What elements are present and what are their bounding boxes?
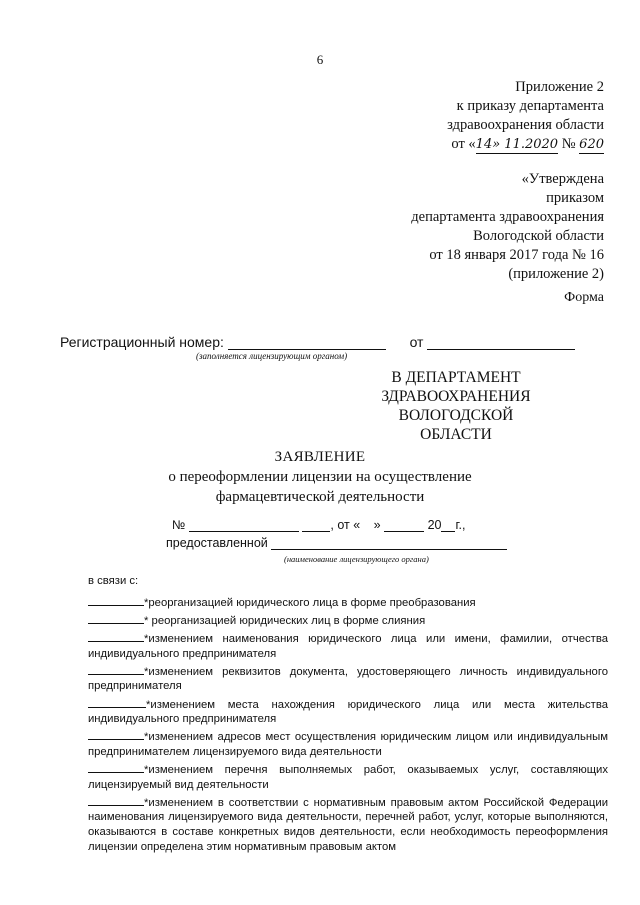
document-title (0, 447, 640, 507)
approved-line-3: департамента здравоохранения (411, 209, 604, 225)
reason-mark-field[interactable] (88, 761, 144, 773)
page-number: 6 (316, 52, 324, 67)
reason-mark-field[interactable] (88, 612, 144, 624)
title-line-3: фармацевтической деятельности (215, 489, 425, 505)
department-line-2: ЗДРАВООХРАНЕНИЯ (381, 388, 531, 405)
reasons-intro: в связи с: (88, 575, 139, 587)
approved-line-4: Вологодской области (473, 228, 604, 244)
appendix-line-1: Приложение 2 (515, 79, 604, 95)
appendix-date-line (447, 135, 604, 154)
approved-line-5: от 18 января 2017 года № 16 (429, 247, 604, 263)
appendix-from-prefix: от « (451, 136, 476, 152)
reason-item: *изменением в соответствии с нормативным правовым актом Российской Федерации наименования лицензируемого вида деятельности, перечней работ, услуг, которые выполняются, оказываются в составе конкретных видов деятельности, если необходимость переоформления лицензии определена этим нормативным правовым актом (88, 794, 608, 854)
provided-line (166, 536, 507, 550)
appendix-header (447, 78, 604, 154)
approved-line-6: (приложение 2) (508, 266, 604, 282)
reason-item: *изменением реквизитов документа, удостоверяющего личность индивидуального предпринимателя (88, 663, 608, 694)
reason-mark-field[interactable] (88, 663, 144, 675)
reason-item: *изменением наименования юридического лица или имени, фамилии, отчества индивидуального предпринимателя (88, 630, 608, 661)
registration-date-field[interactable] (427, 335, 575, 350)
appendix-date-rest: » 11.2020 (492, 137, 559, 152)
approved-block (411, 170, 604, 284)
license-number-suffix-field[interactable] (302, 519, 330, 532)
reason-mark-field[interactable] (88, 594, 144, 606)
approved-line-2: приказом (546, 190, 604, 206)
appendix-number-prefix: № (561, 136, 576, 152)
registration-number-field[interactable] (228, 335, 386, 350)
reason-item: *изменением адресов мест осуществления юридическим лицом или индивидуальным предпринимателем лицензируемого вида деятельности (88, 728, 608, 759)
department-line-4: ОБЛАСТИ (420, 426, 492, 443)
department-line-3: ВОЛОГОДСКОЙ (398, 407, 514, 424)
license-quote-close: » (373, 518, 381, 532)
reason-mark-field[interactable] (88, 630, 144, 642)
reason-item: * реорганизацией юридических лиц в форме слияния (88, 612, 608, 629)
license-number-label: № (172, 518, 186, 532)
department-address (376, 368, 536, 444)
license-number-line (172, 518, 465, 532)
registration-label: Регистрационный номер: (60, 334, 224, 350)
appendix-line-2: к приказу департамента (456, 98, 604, 114)
provided-label: предоставленной (166, 536, 268, 550)
appendix-line-3: здравоохранения области (447, 117, 604, 133)
reason-mark-field[interactable] (88, 728, 144, 740)
appendix-date-day: 14 (475, 137, 493, 152)
appendix-number-value: 620 (579, 137, 604, 152)
reason-item: *изменением перечня выполняемых работ, оказываемых услуг, составляющих лицензируемый вид деятельности (88, 761, 608, 792)
reason-mark-field[interactable] (88, 794, 144, 806)
license-year-field[interactable] (441, 519, 455, 532)
license-month-field[interactable] (384, 519, 424, 532)
provided-hint: (наименование лицензирующего органа) (284, 554, 429, 564)
reasons-list (88, 574, 608, 856)
registration-from-label: от (409, 334, 424, 350)
registration-hint: (заполняется лицензирующим органом) (196, 351, 348, 361)
license-from-label: , от « (330, 518, 361, 532)
title-line-2: о переоформлении лицензии на осуществление (168, 469, 472, 485)
form-label: Форма (564, 290, 604, 305)
license-number-field[interactable] (189, 519, 299, 532)
registration-line (60, 334, 575, 350)
approved-line-1: «Утверждена (521, 171, 604, 187)
license-year-suffix: г., (455, 518, 466, 532)
reason-item: *изменением места нахождения юридического лица или места жительства индивидуального предпринимателя (88, 696, 608, 727)
provided-field[interactable] (271, 537, 507, 550)
department-line-1: В ДЕПАРТАМЕНТ (391, 369, 521, 386)
license-year-prefix: 20 (427, 518, 442, 532)
reason-item: *реорганизацией юридического лица в форме преобразования (88, 594, 608, 611)
title-main: ЗАЯВЛЕНИЕ (274, 449, 366, 465)
reason-mark-field[interactable] (88, 696, 146, 708)
